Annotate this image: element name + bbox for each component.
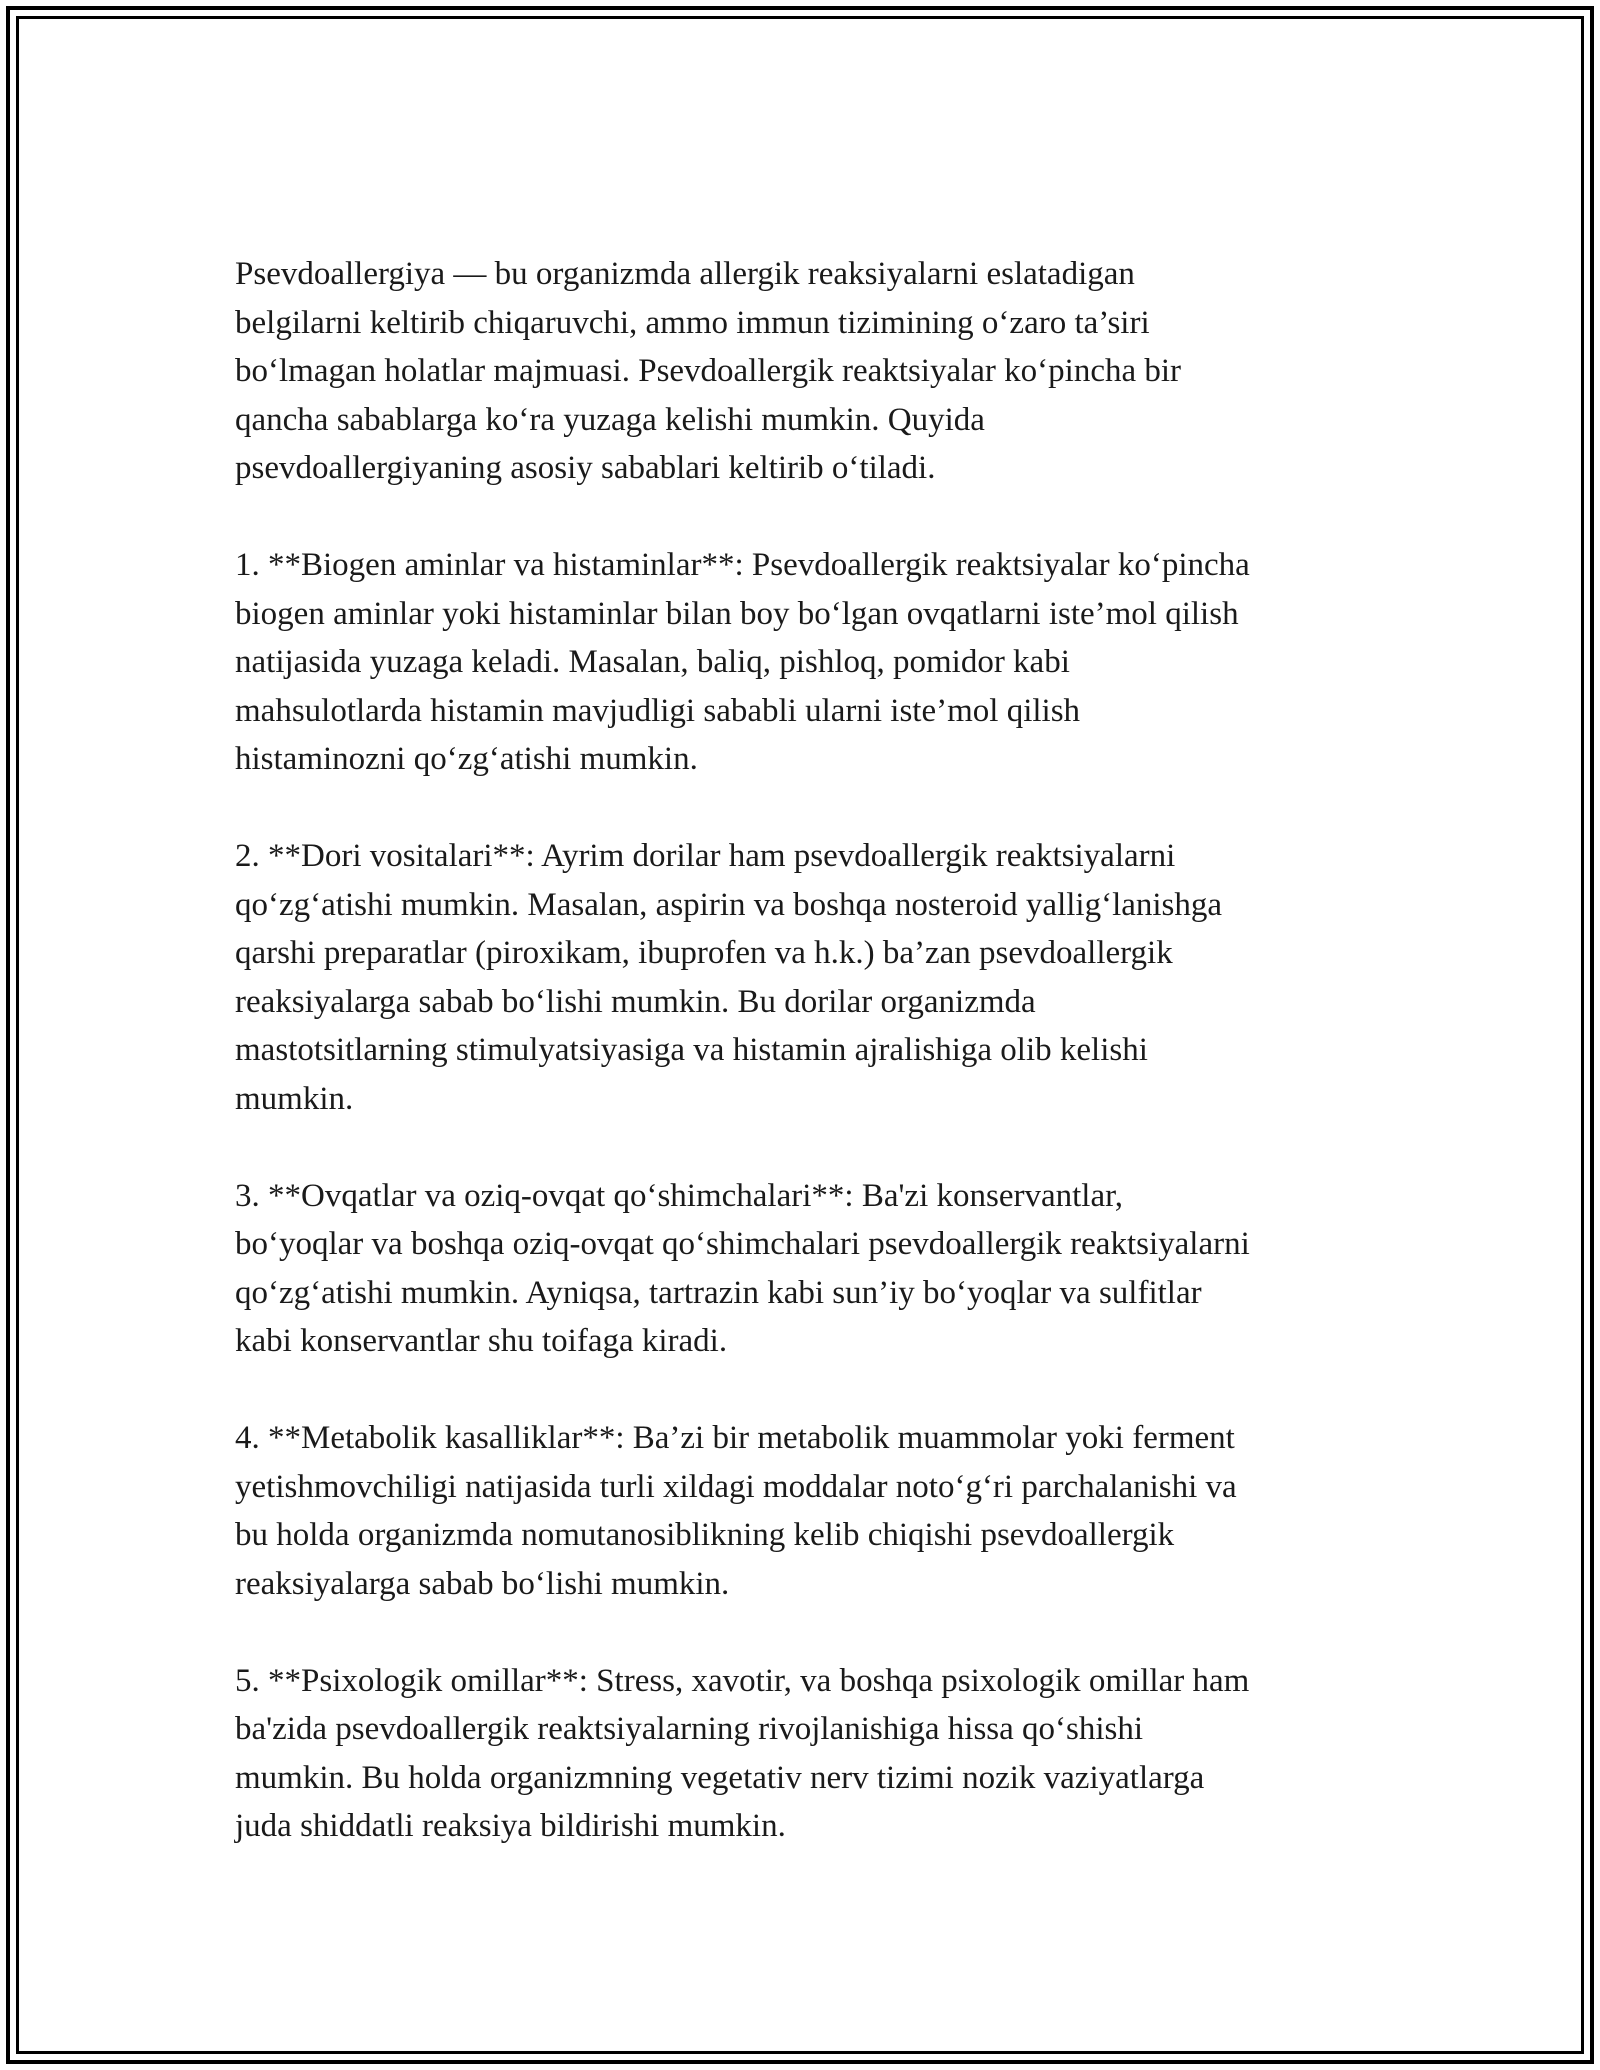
paragraph-line: 3. **Ovqatlar va oziq-ovqat qo‘shimchalari**: Ba'zi konservantlar, (235, 1177, 1124, 1214)
paragraph-line: kabi konservantlar shu toifaga kiradi. (235, 1323, 728, 1359)
paragraph-line: mahsulotlarda histamin mavjudligi sababli ularni iste’mol qilish (235, 692, 1081, 729)
paragraph-line: ba'zida psevdoallergik reaktsiyalarning rivojlanishiga hissa qo‘shishi (235, 1711, 1144, 1747)
paragraph-line: reaksiyalarga sabab bo‘lishi mumkin. (235, 1565, 730, 1602)
paragraph-line: bo‘yoqlar va boshqa oziq-ovqat qo‘shimchalari psevdoallergik reaktsiyalarni (235, 1226, 1250, 1262)
paragraph-line: bu holda organizmda nomutanosiblikning kelib chiqishi psevdoallergik (235, 1517, 1175, 1553)
paragraph-2 (235, 541, 1375, 784)
paragraph-line: mumkin. (235, 1080, 354, 1117)
paragraph-line: belgilarni keltirib chiqaruvchi, ammo immun tizimining o‘zaro ta’siri (235, 304, 1150, 341)
paragraph-line: Psevdoallergiya — bu organizmda allergik reaksiyalarni eslatadigan (235, 256, 1135, 292)
paragraph-line: reaksiyalarga sabab bo‘lishi mumkin. Bu dorilar organizmda (235, 983, 1036, 1020)
paragraph-line: yetishmovchiligi natijasida turli xildagi moddalar noto‘g‘ri parchalanishi va (235, 1468, 1237, 1505)
paragraph-line: qancha sabablarga ko‘ra yuzaga kelishi mumkin. Quyida (235, 401, 985, 438)
paragraph-line: 4. **Metabolik kasalliklar**: Ba’zi bir metabolik muammolar yoki ferment (235, 1420, 1235, 1456)
paragraph-line: mastotsitlarning stimulyatsiyasiga va histamin ajralishiga olib kelishi (235, 1032, 1148, 1068)
paragraph-4 (235, 1172, 1375, 1366)
paragraph-line: qo‘zg‘atishi mumkin. Ayniqsa, tartrazin kabi sun’iy bo‘yoqlar va sulfitlar (235, 1274, 1202, 1311)
paragraph-1 (235, 250, 1375, 493)
paragraph-3 (235, 832, 1375, 1123)
paragraph-line: psevdoallergiyaning asosiy sabablari keltirib o‘tiladi. (235, 450, 936, 486)
paragraph-line: 2. **Dori vositalari**: Ayrim dorilar ham psevdoallergik reaktsiyalarni (235, 838, 1176, 874)
paragraph-line: 1. **Biogen aminlar va histaminlar**: Psevdoallergik reaktsiyalar ko‘pincha (235, 547, 1250, 583)
paragraph-line: qarshi preparatlar (piroxikam, ibuprofen va h.k.) ba’zan psevdoallergik (235, 935, 1173, 971)
paragraph-line: bo‘lmagan holatlar majmuasi. Psevdoallergik reaktsiyalar ko‘pincha bir (235, 353, 1182, 389)
paragraph-line: mumkin. Bu holda organizmning vegetativ nerv tizimi nozik vaziyatlarga (235, 1759, 1205, 1796)
paragraph-line: qo‘zg‘atishi mumkin. Masalan, aspirin va boshqa nosteroid yallig‘lanishga (235, 886, 1223, 923)
paragraph-line: biogen aminlar yoki histaminlar bilan boy bo‘lgan ovqatlarni iste’mol qilish (235, 595, 1239, 632)
paragraph-6 (235, 1657, 1375, 1851)
document-body (235, 250, 1375, 1851)
paragraph-line: 5. **Psixologik omillar**: Stress, xavotir, va boshqa psixologik omillar ham (235, 1662, 1250, 1699)
paragraph-line: juda shiddatli reaksiya bildirishi mumkin. (235, 1808, 786, 1844)
paragraph-line: histaminozni qo‘zg‘atishi mumkin. (235, 741, 698, 777)
paragraph-line: natijasida yuzaga keladi. Masalan, baliq, pishloq, pomidor kabi (235, 644, 1070, 680)
paragraph-5 (235, 1414, 1375, 1608)
